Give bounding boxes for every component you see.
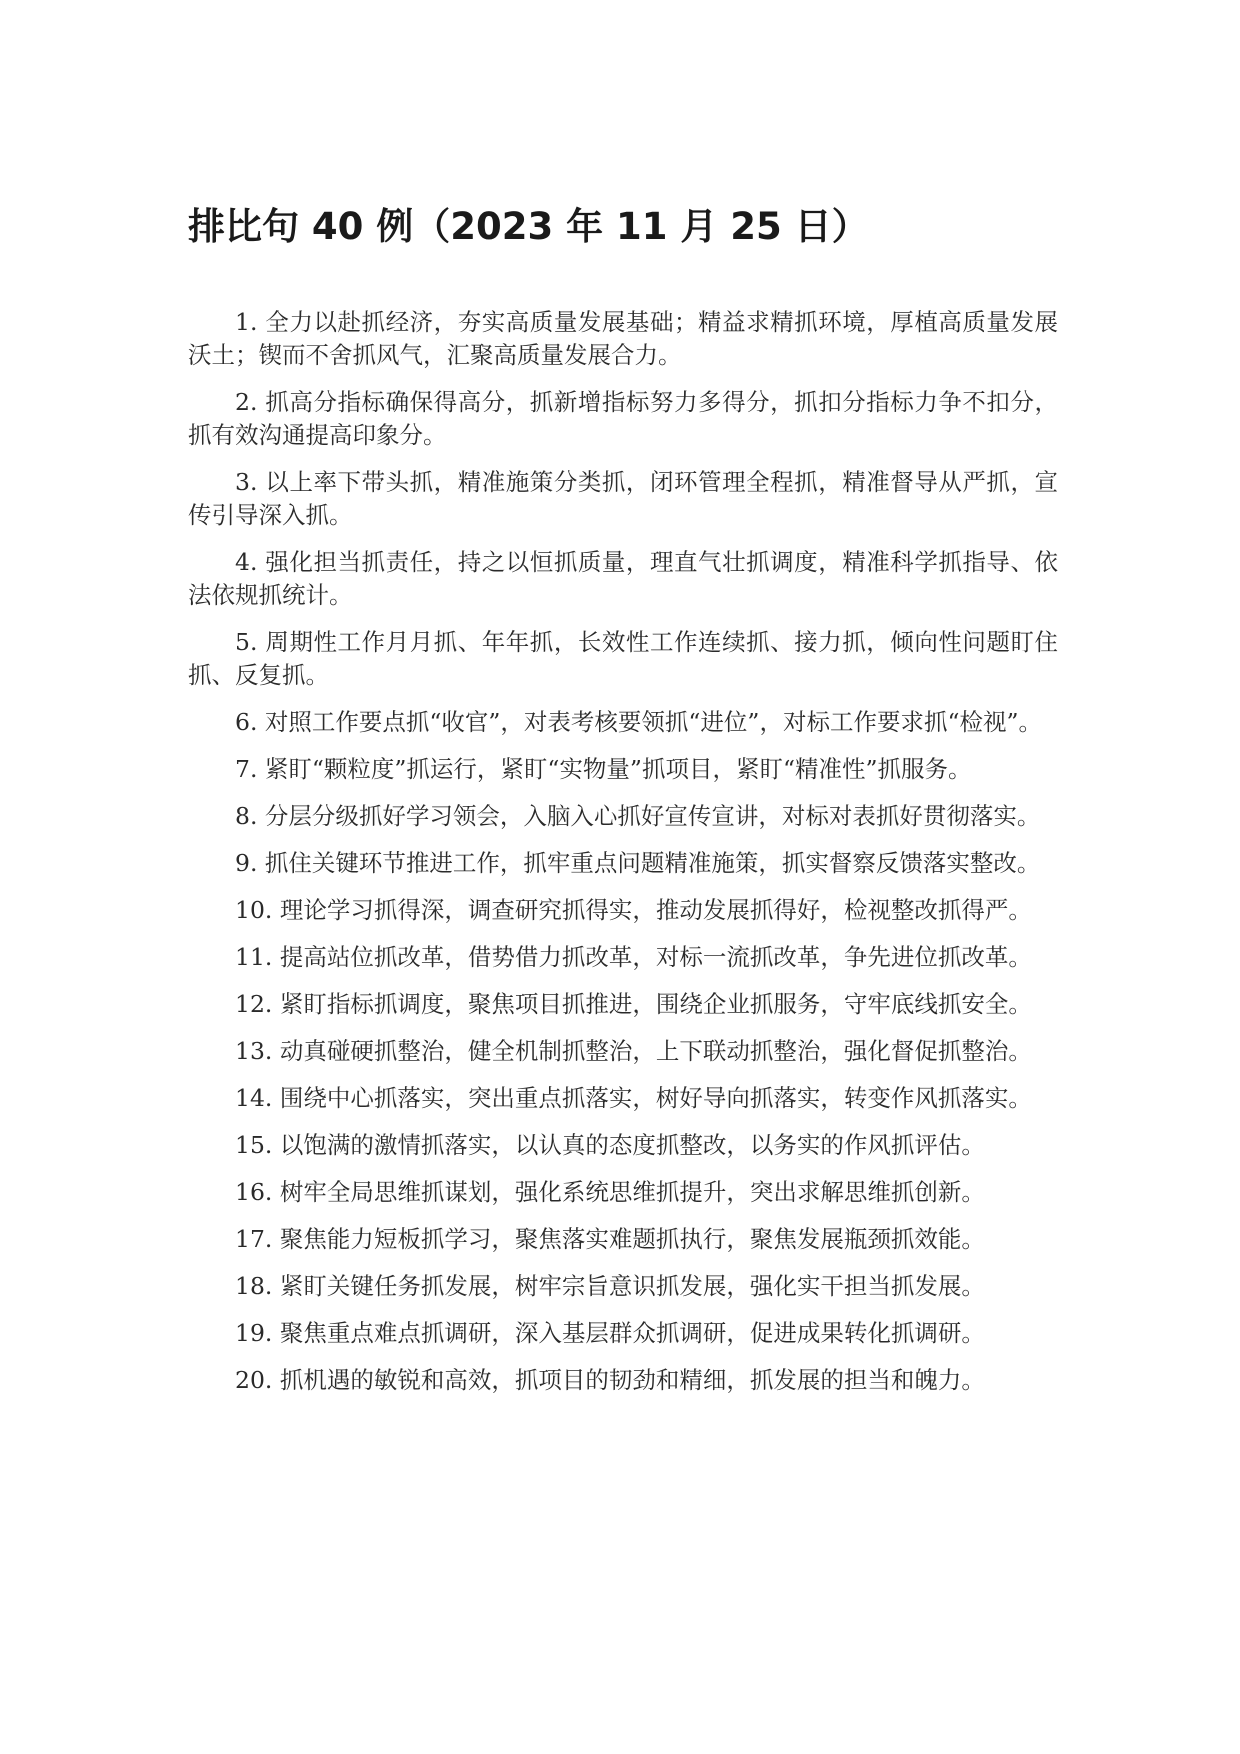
list-item: 6. 对照工作要点抓“收官”，对表考核要领抓“进位”，对标工作要求抓“检视”。 [235,708,1042,736]
list-item: 9. 抓住关键环节推进工作，抓牢重点问题精准施策，抓实督察反馈落实整改。 [235,849,1041,877]
sentence-list [188,306,1058,1411]
list-item: 10. 理论学习抓得深，调查研究抓得实，推动发展抓得好，检视整改抓得严。 [235,896,1032,924]
list-item: 19. 聚焦重点难点抓调研，深入基层群众抓调研，促进成果转化抓调研。 [235,1319,985,1347]
list-item: 7. 紧盯“颗粒度”抓运行，紧盯“实物量”抓项目，紧盯“精准性”抓服务。 [235,755,972,783]
list-item: 15. 以饱满的激情抓落实，以认真的态度抓整改，以务实的作风抓评估。 [235,1131,985,1159]
list-item: 12. 紧盯指标抓调度，聚焦项目抓推进，围绕企业抓服务，守牢底线抓安全。 [235,990,1032,1018]
list-item: 18. 紧盯关键任务抓发展，树牢宗旨意识抓发展，强化实干担当抓发展。 [235,1272,985,1300]
list-item: 4. 强化担当抓责任，持之以恒抓质量，理直气壮抓调度，精准科学抓指导、依法依规抓统计。 [188,548,1058,609]
list-item: 1. 全力以赴抓经济，夯实高质量发展基础；精益求精抓环境，厚植高质量发展沃土；锲而不舍抓风气，汇聚高质量发展合力。 [188,308,1058,369]
list-item: 8. 分层分级抓好学习领会，入脑入心抓好宣传宣讲，对标对表抓好贯彻落实。 [235,802,1041,830]
list-item: 11. 提高站位抓改革，借势借力抓改革，对标一流抓改革，争先进位抓改革。 [235,943,1032,971]
list-item: 5. 周期性工作月月抓、年年抓，长效性工作连续抓、接力抓，倾向性问题盯住抓、反复抓。 [188,628,1058,689]
list-item: 16. 树牢全局思维抓谋划，强化系统思维抓提升，突出求解思维抓创新。 [235,1178,985,1206]
list-item: 2. 抓高分指标确保得高分，抓新增指标努力多得分，抓扣分指标力争不扣分，抓有效沟通提高印象分。 [188,388,1058,449]
list-item: 17. 聚焦能力短板抓学习，聚焦落实难题抓执行，聚焦发展瓶颈抓效能。 [235,1225,985,1253]
list-item: 14. 围绕中心抓落实，突出重点抓落实，树好导向抓落实，转变作风抓落实。 [235,1084,1032,1112]
page-title: 排比句 40 例（2023 年 11 月 25 日） [188,205,869,248]
list-item: 3. 以上率下带头抓，精准施策分类抓，闭环管理全程抓，精准督导从严抓，宣传引导深入抓。 [188,468,1058,529]
list-item: 20. 抓机遇的敏锐和高效，抓项目的韧劲和精细，抓发展的担当和魄力。 [235,1366,985,1394]
list-item: 13. 动真碰硬抓整治，健全机制抓整治，上下联动抓整治，强化督促抓整治。 [235,1037,1032,1065]
